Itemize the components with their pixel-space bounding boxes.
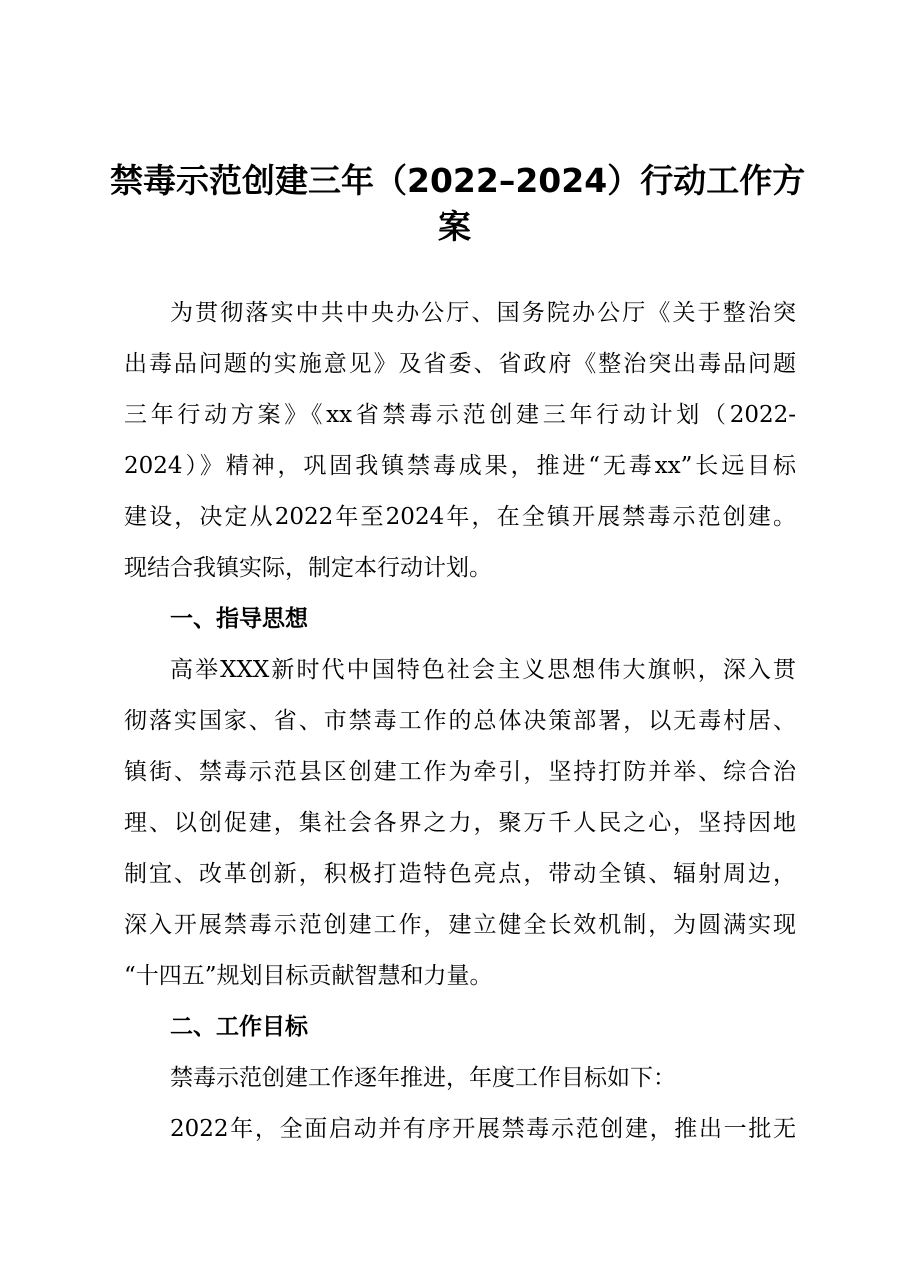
section1-line-5: 制宜、改革创新，积极打造特色亮点，带动全镇、辐射周边， <box>124 861 796 887</box>
intro-line-4: 2024）》精神，巩固我镇禁毒成果，推进“无毒xx”长远目标 <box>124 453 796 479</box>
section1-line-3: 镇街、禁毒示范县区创建工作为牵引，坚持打防并举、综合治 <box>124 759 796 785</box>
intro-line-5: 建设，决定从2022年至2024年，在全镇开展禁毒示范创建。 <box>124 504 796 530</box>
section1-line-4: 理、以创促建，集社会各界之力，聚万千人民之心，坚持因地 <box>124 810 796 836</box>
intro-line-6: 现结合我镇实际，制定本行动计划。 <box>124 555 492 581</box>
section-heading-work-goals: 二、工作目标 <box>170 1014 308 1040</box>
intro-line-3: 三年行动方案》《xx省禁毒示范创建三年行动计划（2022- <box>124 402 796 428</box>
intro-line-1: 为贯彻落实中共中央办公厅、国务院办公厅《关于整治突 <box>170 300 796 326</box>
section1-line-6: 深入开展禁毒示范创建工作，建立健全长效机制，为圆满实现 <box>124 912 796 938</box>
section2-line-2: 2022年，全面启动并有序开展禁毒示范创建，推出一批无 <box>170 1116 796 1142</box>
document-body <box>124 288 796 1155</box>
section1-line-2: 彻落实国家、省、市禁毒工作的总体决策部署，以无毒村居、 <box>124 708 796 734</box>
intro-line-2: 出毒品问题的实施意见》及省委、省政府《整治突出毒品问题 <box>124 351 796 377</box>
section1-line-7: “十四五”规划目标贡献智慧和力量。 <box>124 963 493 989</box>
title-line-2: 案 <box>438 207 471 246</box>
section-heading-guiding-ideology: 一、指导思想 <box>170 606 308 632</box>
section1-line-1: 高举XXX新时代中国特色社会主义思想伟大旗帜，深入贯 <box>170 657 796 683</box>
document-title <box>110 158 806 250</box>
section2-line-1: 禁毒示范创建工作逐年推进，年度工作目标如下： <box>170 1065 676 1091</box>
title-line-1: 禁毒示范创建三年（2022–2024）行动工作方 <box>110 161 806 200</box>
